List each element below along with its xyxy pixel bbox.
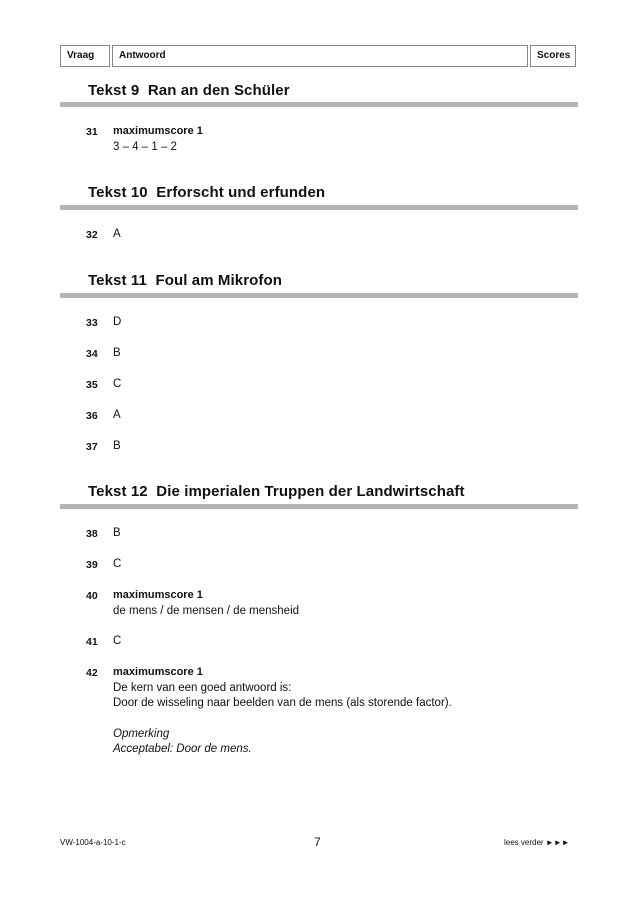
maximumscore: maximumscore 1 bbox=[113, 666, 203, 678]
answer-text: B bbox=[113, 440, 121, 452]
question-number: 37 bbox=[86, 441, 98, 453]
section-number: Tekst 10 bbox=[88, 184, 148, 201]
page-number: 7 bbox=[314, 835, 321, 849]
section-heading-tekst-9 bbox=[88, 82, 290, 99]
question-number: 34 bbox=[86, 348, 98, 360]
answer-text: de mens / de mensen / de mensheid bbox=[113, 604, 300, 617]
answer-text: A bbox=[113, 409, 121, 421]
answer-text: C bbox=[113, 635, 122, 647]
section-title: Die imperialen Truppen der Landwirtschaft bbox=[156, 483, 465, 500]
section-title: Foul am Mikrofon bbox=[155, 272, 283, 289]
header-vraag-label: Vraag bbox=[67, 50, 95, 61]
question-number: 36 bbox=[86, 410, 98, 422]
section-rule bbox=[60, 504, 578, 509]
header-scores bbox=[530, 45, 576, 67]
section-title: Erforscht und erfunden bbox=[156, 184, 326, 201]
header-vraag bbox=[60, 45, 110, 67]
header-scores-label: Scores bbox=[537, 50, 571, 61]
question-answer bbox=[113, 665, 452, 758]
answer-line: Door de wisseling naar beelden van de mens (als storende factor). bbox=[113, 697, 452, 709]
question-number: 42 bbox=[86, 667, 98, 679]
header-antwoord bbox=[112, 45, 528, 67]
section-heading-tekst-12 bbox=[88, 483, 465, 500]
answer-text: B bbox=[113, 527, 121, 539]
answer-text: C bbox=[113, 378, 122, 390]
section-rule bbox=[60, 102, 578, 107]
question-number: 32 bbox=[86, 229, 98, 241]
question-answer bbox=[113, 588, 299, 619]
answer-text: 3 – 4 – 1 – 2 bbox=[113, 140, 177, 153]
question-number: 31 bbox=[86, 126, 98, 138]
question-number: 41 bbox=[86, 636, 98, 648]
answer-text: A bbox=[113, 228, 121, 240]
answer-text: D bbox=[113, 316, 122, 328]
section-number: Tekst 9 bbox=[88, 82, 140, 99]
question-number: 39 bbox=[86, 559, 98, 571]
note-text: Acceptabel: Door de mens. bbox=[113, 743, 252, 755]
header-antwoord-label: Antwoord bbox=[119, 50, 166, 61]
section-number: Tekst 11 bbox=[88, 272, 147, 289]
section-heading-tekst-11 bbox=[88, 272, 282, 289]
question-number: 35 bbox=[86, 379, 98, 391]
answer-text: B bbox=[113, 347, 121, 359]
note-label: Opmerking bbox=[113, 727, 170, 740]
question-number: 40 bbox=[86, 590, 98, 602]
footer-continue: lees verder ►►► bbox=[504, 838, 570, 847]
answer-text: C bbox=[113, 558, 122, 570]
maximumscore: maximumscore 1 bbox=[113, 589, 203, 601]
section-title: Ran an den Schüler bbox=[147, 82, 290, 99]
answer-line: De kern van een goed antwoord is: bbox=[113, 681, 292, 694]
section-number: Tekst 12 bbox=[88, 483, 148, 500]
maximumscore: maximumscore 1 bbox=[113, 125, 203, 137]
question-number: 33 bbox=[86, 317, 98, 329]
section-rule bbox=[60, 293, 578, 298]
section-rule bbox=[60, 205, 578, 210]
question-number: 38 bbox=[86, 528, 98, 540]
footer-code: VW-1004-a-10-1-c bbox=[60, 838, 126, 847]
question-answer bbox=[113, 124, 203, 155]
section-heading-tekst-10 bbox=[88, 184, 325, 201]
